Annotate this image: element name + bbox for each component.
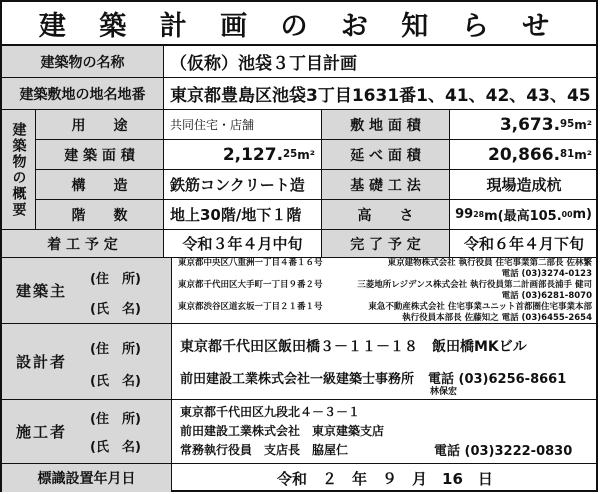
contractor-name1: 前田建設工業株式会社 東京建築支店 (180, 424, 385, 438)
start-value: 令和３年４月中旬 (164, 230, 322, 258)
owner-address-sublabel: (住 所) (90, 272, 141, 287)
designer-label: 設計者 (16, 353, 68, 371)
site-address-label: 建築敷地の地名地番 (2, 78, 164, 110)
contractor-label-cell (2, 400, 172, 464)
structure-value: 鉄筋コンクリート造 (164, 170, 322, 200)
floors-value: 地上30階/地下１階 (164, 200, 322, 230)
designer-name-sublabel: (氏 名) (90, 374, 141, 389)
owner-line: 東京都中央区八重洲一丁目４番１６号 東京建物株式会社 執行役員 住宅事業第二部長 佐林繁 (178, 258, 592, 268)
completion-value: 令和６年４月下旬 (450, 230, 598, 258)
contractor-label: 施工者 (16, 423, 68, 441)
building-area-label: 建 築 面 積 (36, 140, 164, 170)
structure-label: 構 造 (36, 170, 164, 200)
designer-label-cell (2, 324, 172, 400)
owner-label-cell (2, 258, 172, 324)
posted-date-value: 令和 ２ 年 ９ 月 16 日 (277, 469, 493, 488)
building-name-value: （仮称）池袋３丁目計画 (164, 46, 598, 78)
designer-address: 東京都千代田区飯田橋３－１１－１８ 飯田橋MKビル (180, 339, 527, 355)
overview-label: 建築物の概要 (10, 121, 27, 218)
foundation-value: 現場造成杭 (450, 170, 598, 200)
designer-person: 林保宏 (430, 387, 458, 397)
floor-area-value: 20,866. 81 m² (450, 140, 598, 170)
designer-details (172, 324, 598, 400)
owner-line: 東京都千代田区大手町一丁目９番２号 三菱地所レジデンス株式会社 執行役員第二計画部長浦手 健司 (178, 279, 592, 290)
contractor-details (172, 400, 598, 464)
start-label: 着 工 予 定 (2, 230, 164, 258)
designer-name: 前田建設工業株式会社一級建築士事務所 (180, 372, 415, 387)
contractor-address: 東京都千代田区九段北４－３－１ (180, 405, 361, 419)
site-area-value: 3,673. 95 m² (450, 110, 598, 140)
foundation-label: 基 礎 工 法 (322, 170, 450, 200)
overview-label-cell (2, 110, 36, 230)
use-label: 用 途 (36, 110, 164, 140)
floors-label: 階 数 (36, 200, 164, 230)
contractor-name-sublabel: (氏 名) (90, 440, 141, 455)
building-area-value: 2,127. 25 m² (164, 140, 322, 170)
owner-line: 東京都渋谷区道玄坂一丁目２１番１号 東急不動産株式会社 住宅事業ユニット首都圏住宅事業本部 (178, 301, 592, 312)
contractor-phone: 電話 (03)3222-0830 (434, 444, 573, 459)
use-value: 共同住宅・店舗 (164, 110, 322, 140)
owner-name-sublabel: (氏 名) (90, 302, 141, 317)
owner-line: 執行役員本部長 佐藤知之 電話 (03)6455-2654 (402, 312, 592, 323)
contractor-name2: 常務執行役員 支店長 脇屋仁 (180, 443, 349, 457)
height-value: 99 28 m(最高105. 00 m) (450, 200, 598, 230)
designer-phone: 電話 (03)6256-8661 (428, 372, 567, 387)
height-label: 高 さ (322, 200, 450, 230)
completion-label: 完 了 予 定 (322, 230, 450, 258)
owner-label: 建築主 (16, 282, 68, 300)
building-name-label: 建築物の名称 (2, 46, 164, 78)
sign-title: 建 築 計 画 の お 知 ら せ (2, 2, 598, 46)
owner-line: 電話 (03)3274-0123 (501, 268, 592, 279)
posted-date-label: 標識設置年月日 (2, 464, 172, 492)
owner-line: 電話 (03)6281-8070 (501, 290, 592, 301)
floor-area-label: 延 べ 面 積 (322, 140, 450, 170)
designer-address-sublabel: (住 所) (90, 342, 141, 357)
site-address-value: 東京都豊島区池袋3丁目1631番1、41、42、43、45 (164, 78, 598, 110)
contractor-address-sublabel: (住 所) (90, 412, 141, 427)
owner-details (172, 258, 598, 324)
site-area-label: 敷 地 面 積 (322, 110, 450, 140)
